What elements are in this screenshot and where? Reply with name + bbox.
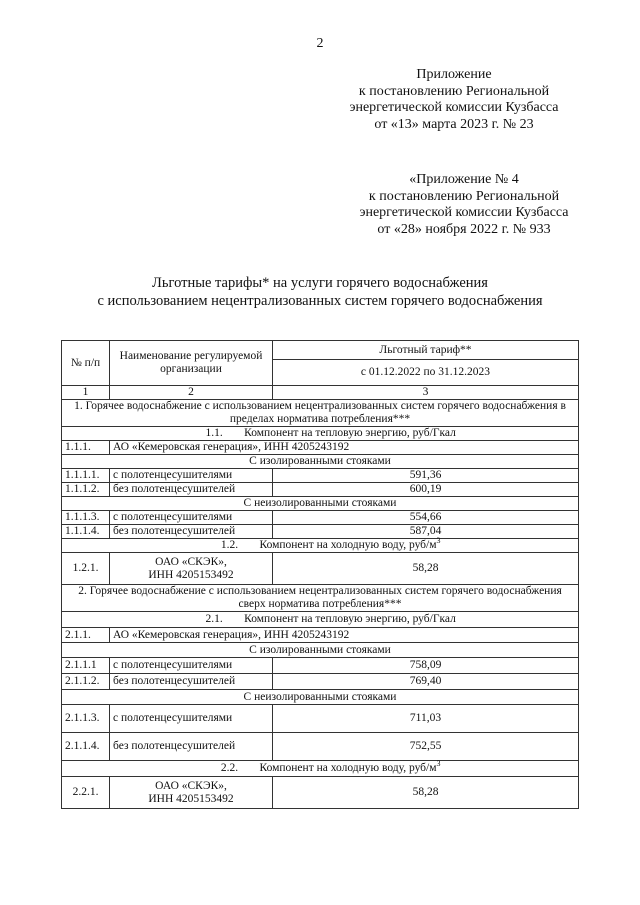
component-heat-row xyxy=(62,427,579,441)
organization-name xyxy=(110,553,273,585)
tariff-value: 711,03 xyxy=(273,705,579,733)
tariff-table xyxy=(61,340,579,809)
annex-line: от «28» ноября 2022 г. № 933 xyxy=(377,221,551,237)
unit-exponent: 3 xyxy=(436,759,441,769)
column-number: 1 xyxy=(62,386,110,400)
tariff-value: 587,04 xyxy=(273,525,579,539)
tariff-value: 58,28 xyxy=(273,553,579,585)
row-name: без полотенцесушителей xyxy=(110,733,273,761)
component-number: 2.1. xyxy=(205,613,223,625)
annex-header-original xyxy=(334,172,594,238)
title-line: с использованием нецентрализованных систем горячего водоснабжения xyxy=(97,293,543,309)
column-number: 2 xyxy=(110,386,273,400)
tariff-value: 600,19 xyxy=(273,483,579,497)
row-number: 1.1.1.2. xyxy=(62,483,110,497)
page-number: 2 xyxy=(316,36,324,51)
subgroup-label: С неизолированными стояками xyxy=(62,690,579,705)
tariff-value: 758,09 xyxy=(273,658,579,674)
organization-name: АО «Кемеровская генерация», ИНН 4205243192 xyxy=(110,628,579,643)
component-number: 1.1. xyxy=(205,427,223,439)
component-cold-row xyxy=(62,536,579,553)
row-number: 1.2.1. xyxy=(62,553,110,585)
section-title: 1. Горячее водоснабжение с использованием нецентрализованных систем горячего водоснабжения в пределах норматива потребления*** xyxy=(62,400,579,427)
header-period: с 01.12.2022 по 31.12.2023 xyxy=(273,360,579,386)
org-line: ИНН 4205153492 xyxy=(148,568,234,581)
tariff-value: 58,28 xyxy=(273,777,579,809)
row-number: 2.1.1.1 xyxy=(62,658,110,674)
row-number: 2.1.1. xyxy=(62,628,110,643)
component-label: Компонент на тепловую энергию, руб/Гкал xyxy=(244,427,456,439)
annex-line: Приложение xyxy=(416,67,492,82)
row-name: с полотенцесушителями xyxy=(110,511,273,525)
annex-line: энергетической комиссии Кузбасса xyxy=(349,100,559,115)
row-number: 1.1.1. xyxy=(62,441,110,455)
row-number: 1.1.1.4. xyxy=(62,525,110,539)
document-title xyxy=(60,274,580,310)
annex-line: энергетической комиссии Кузбасса xyxy=(359,205,569,220)
annex-line: от «13» марта 2023 г. № 23 xyxy=(374,116,534,132)
header-tariff: Льготный тариф** xyxy=(273,341,579,360)
row-name: с полотенцесушителями xyxy=(110,705,273,733)
column-number: 3 xyxy=(273,386,579,400)
component-cold-row xyxy=(62,761,579,777)
org-line: ОАО «СКЭК», xyxy=(155,555,227,568)
annex-header-current xyxy=(324,67,584,133)
component-heat-row xyxy=(62,612,579,628)
subgroup-label: С изолированными стояками xyxy=(62,455,579,469)
row-number: 1.1.1.3. xyxy=(62,511,110,525)
header-num: № п/п xyxy=(62,341,110,386)
tariff-value: 769,40 xyxy=(273,674,579,690)
tariff-value: 591,36 xyxy=(273,469,579,483)
organization-name: АО «Кемеровская генерация», ИНН 4205243192 xyxy=(110,441,579,455)
org-line: ОАО «СКЭК», xyxy=(155,779,227,792)
row-name: с полотенцесушителями xyxy=(110,469,273,483)
unit-exponent: 3 xyxy=(436,536,441,546)
organization-name xyxy=(110,777,273,809)
row-name: с полотенцесушителями xyxy=(110,658,273,674)
subgroup-label: С неизолированными стояками xyxy=(62,497,579,511)
component-number: 2.2. xyxy=(220,762,239,774)
annex-line: «Приложение № 4 xyxy=(409,172,519,187)
row-number: 2.2.1. xyxy=(62,777,110,809)
header-org: Наименование регулируемой организации xyxy=(110,341,273,386)
section-title: 2. Горячее водоснабжение с использованием нецентрализованных систем горячего водоснабжения сверх норматива потребления*** xyxy=(62,585,579,612)
tariff-value: 554,66 xyxy=(273,511,579,525)
row-number: 1.1.1.1. xyxy=(62,469,110,483)
component-label: Компонент на холодную воду, руб/м xyxy=(259,539,437,551)
row-name: без полотенцесушителей xyxy=(110,525,273,539)
annex-line: к постановлению Региональной xyxy=(358,83,550,99)
row-name: без полотенцесушителей xyxy=(110,483,273,497)
row-number: 2.1.1.4. xyxy=(62,733,110,761)
row-number: 2.1.1.2. xyxy=(62,674,110,690)
component-label: Компонент на тепловую энергию, руб/Гкал xyxy=(244,613,456,625)
row-name: без полотенцесушителей xyxy=(110,674,273,690)
component-number: 1.2. xyxy=(220,539,239,551)
title-line: Льготные тарифы* на услуги горячего водоснабжения xyxy=(152,275,488,291)
row-number: 2.1.1.3. xyxy=(62,705,110,733)
org-line: ИНН 4205153492 xyxy=(148,792,234,805)
tariff-value: 752,55 xyxy=(273,733,579,761)
subgroup-label: С изолированными стояками xyxy=(62,643,579,658)
annex-line: к постановлению Региональной xyxy=(368,188,560,204)
component-label: Компонент на холодную воду, руб/м xyxy=(259,762,437,774)
